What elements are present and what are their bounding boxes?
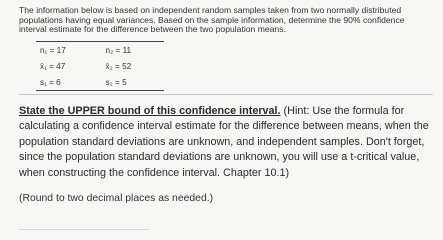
sample-mean-2: x̄₂ = 52 xyxy=(105,61,132,71)
sample-size-1: n₁ = 17 xyxy=(36,42,92,59)
rounding-instruction: (Round to two decimal places as needed.) xyxy=(19,193,214,204)
section-divider xyxy=(19,94,433,95)
sample-sd-2: s₂ = 5 xyxy=(92,74,164,91)
question-prompt xyxy=(19,104,431,181)
answer-input-area[interactable] xyxy=(19,229,149,230)
sample-sd-1: s₁ = 6 xyxy=(36,74,92,91)
question-hint: (Hint: Use the formula for calculating a confidence interval estimate for the difference between means, when the population standard deviations are unknown, and independent samples. Don't forget, since the population standard deviations are unknown, you will use a t-critical value, when constructing the confidence interval. Chapter 10.1) xyxy=(19,105,429,179)
table-row xyxy=(36,42,164,59)
table-row xyxy=(36,74,164,91)
sample-statistics-table xyxy=(36,41,164,91)
table-row xyxy=(36,58,164,74)
sample-size-2: n₂ = 11 xyxy=(92,42,164,59)
problem-intro: The information below is based on independent random samples taken from two normally distributed populations having equal variances. Based on the sample information, determine the 90% confidence interval estimate for the difference between the two population means. xyxy=(19,5,405,35)
sample-mean-1: x̄₁ = 47 xyxy=(40,61,66,71)
question-lead: State the UPPER bound of this confidence interval. xyxy=(19,105,281,117)
